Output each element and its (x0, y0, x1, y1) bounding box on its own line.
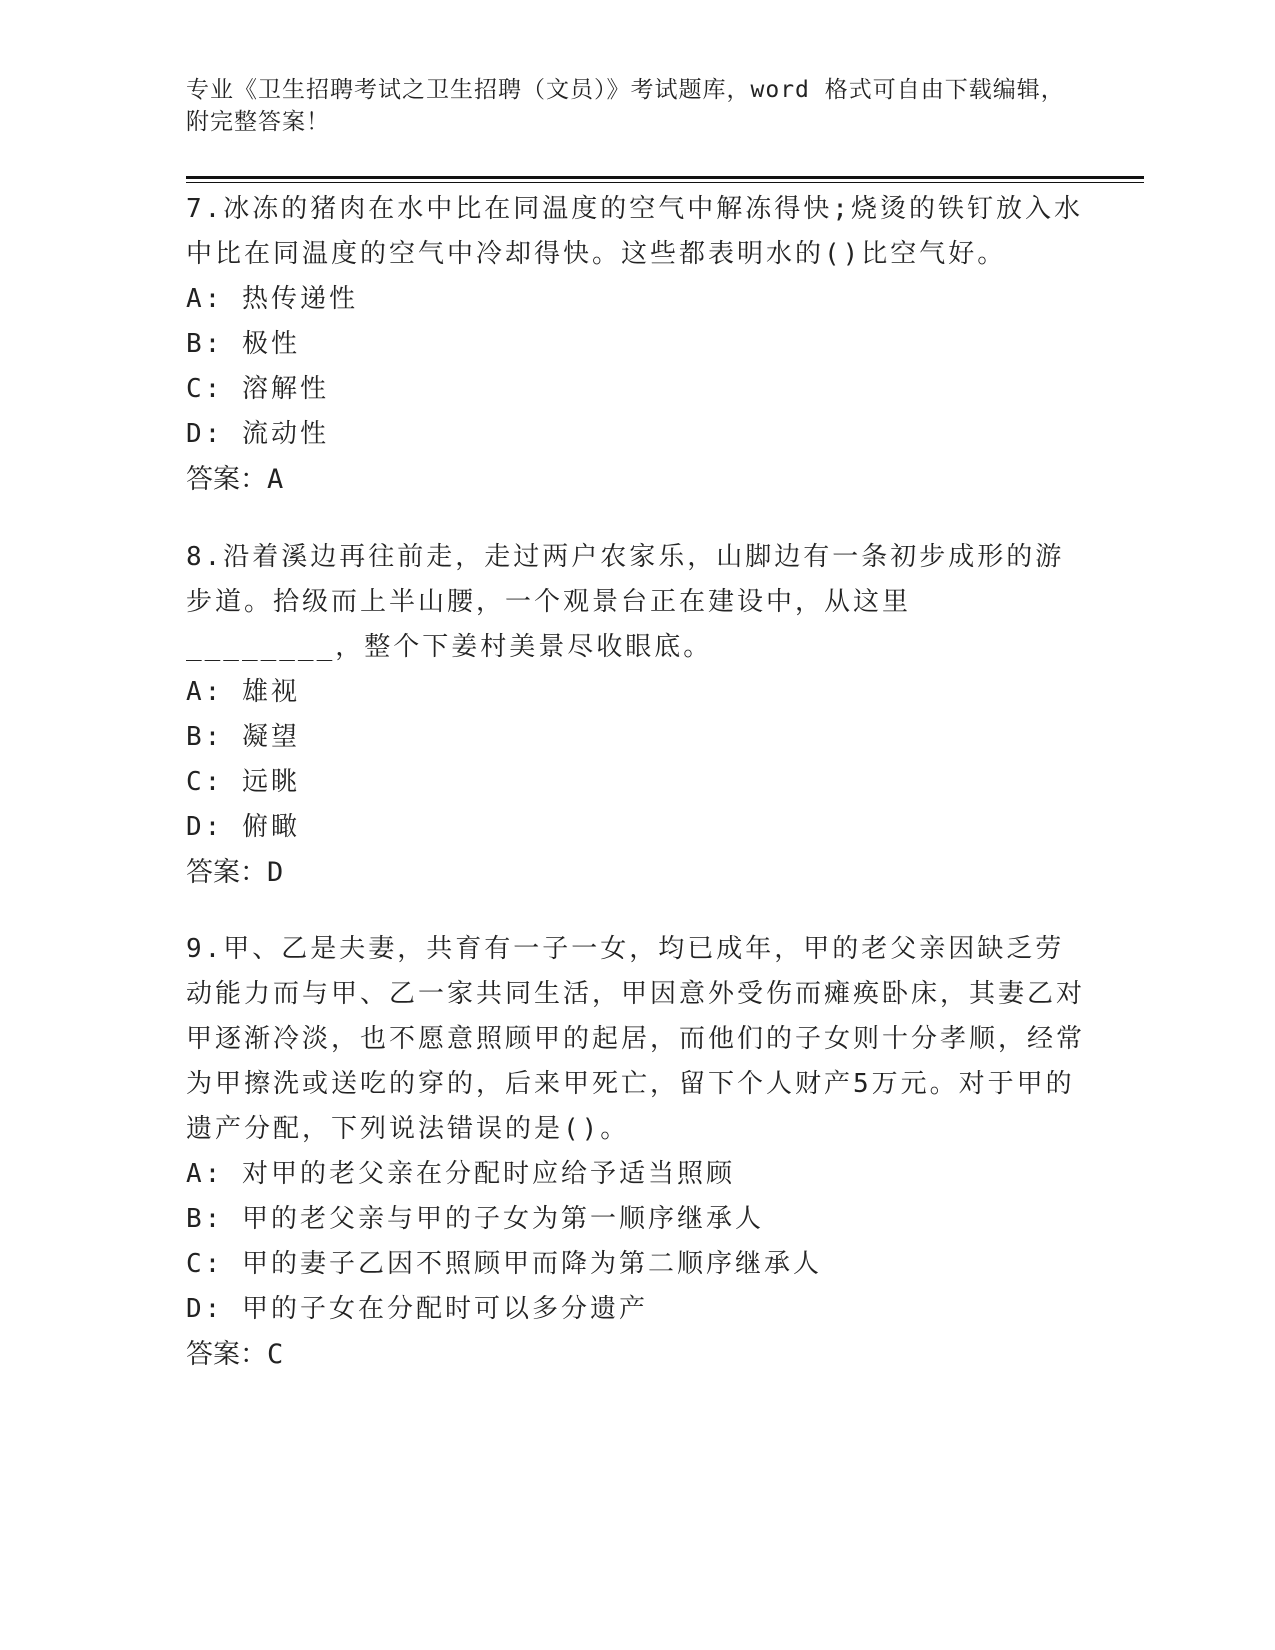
option-d: D: 甲的子女在分配时可以多分遗产 (186, 1294, 648, 1324)
document-header: 专业《卫生招聘考试之卫生招聘（文员）》考试题库，word 格式可自由下载编辑，附完整答案！ (186, 77, 1065, 135)
answer-label: 答案： (186, 1339, 267, 1370)
answer-line (186, 850, 1086, 895)
option-c: C: 远眺 (186, 767, 300, 797)
option-c: C: 甲的妻子乙因不照顾甲而降为第二顺序继承人 (186, 1249, 822, 1279)
answer-line (186, 457, 1086, 502)
answer-value: D (267, 857, 284, 888)
header-divider-thick (186, 176, 1144, 179)
option-a: A: 雄视 (186, 677, 300, 707)
option-d: D: 俯瞰 (186, 812, 300, 842)
answer-line (186, 1332, 1086, 1377)
question-9 (186, 927, 1086, 1377)
question-8 (186, 535, 1086, 895)
answer-value: C (267, 1339, 284, 1370)
option-b: B: 凝望 (186, 722, 300, 752)
option-b: B: 甲的老父亲与甲的子女为第一顺序继承人 (186, 1204, 764, 1234)
question-7 (186, 187, 1086, 502)
question-stem: 8.沿着溪边再往前走，走过两户农家乐，山脚边有一条初步成形的游步道。拾级而上半山腰，一个观景台正在建设中，从这里________，整个下姜村美景尽收眼底。 (186, 542, 1065, 662)
option-d: D: 流动性 (186, 419, 329, 449)
option-a: A: 热传递性 (186, 284, 358, 314)
question-stem: 9.甲、乙是夫妻，共育有一子一女，均已成年，甲的老父亲因缺乏劳动能力而与甲、乙一家共同生活，甲因意外受伤而瘫痪卧床，其妻乙对甲逐渐冷淡，也不愿意照顾甲的起居，而他们的子女则十分孝顺，经常为甲擦洗或送吃的穿的，后来甲死亡，留下个人财产5万元。对于甲的遗产分配，下列说法错误的是()。 (186, 934, 1086, 1144)
answer-label: 答案： (186, 464, 267, 495)
option-b: B: 极性 (186, 329, 300, 359)
option-c: C: 溶解性 (186, 374, 329, 404)
header-divider-thin (186, 182, 1144, 183)
answer-value: A (267, 464, 284, 495)
option-a: A: 对甲的老父亲在分配时应给予适当照顾 (186, 1159, 735, 1189)
question-stem: 7.冰冻的猪肉在水中比在同温度的空气中解冻得快;烧烫的铁钉放入水中比在同温度的空气中冷却得快。这些都表明水的()比空气好。 (186, 194, 1083, 269)
answer-label: 答案： (186, 857, 267, 888)
